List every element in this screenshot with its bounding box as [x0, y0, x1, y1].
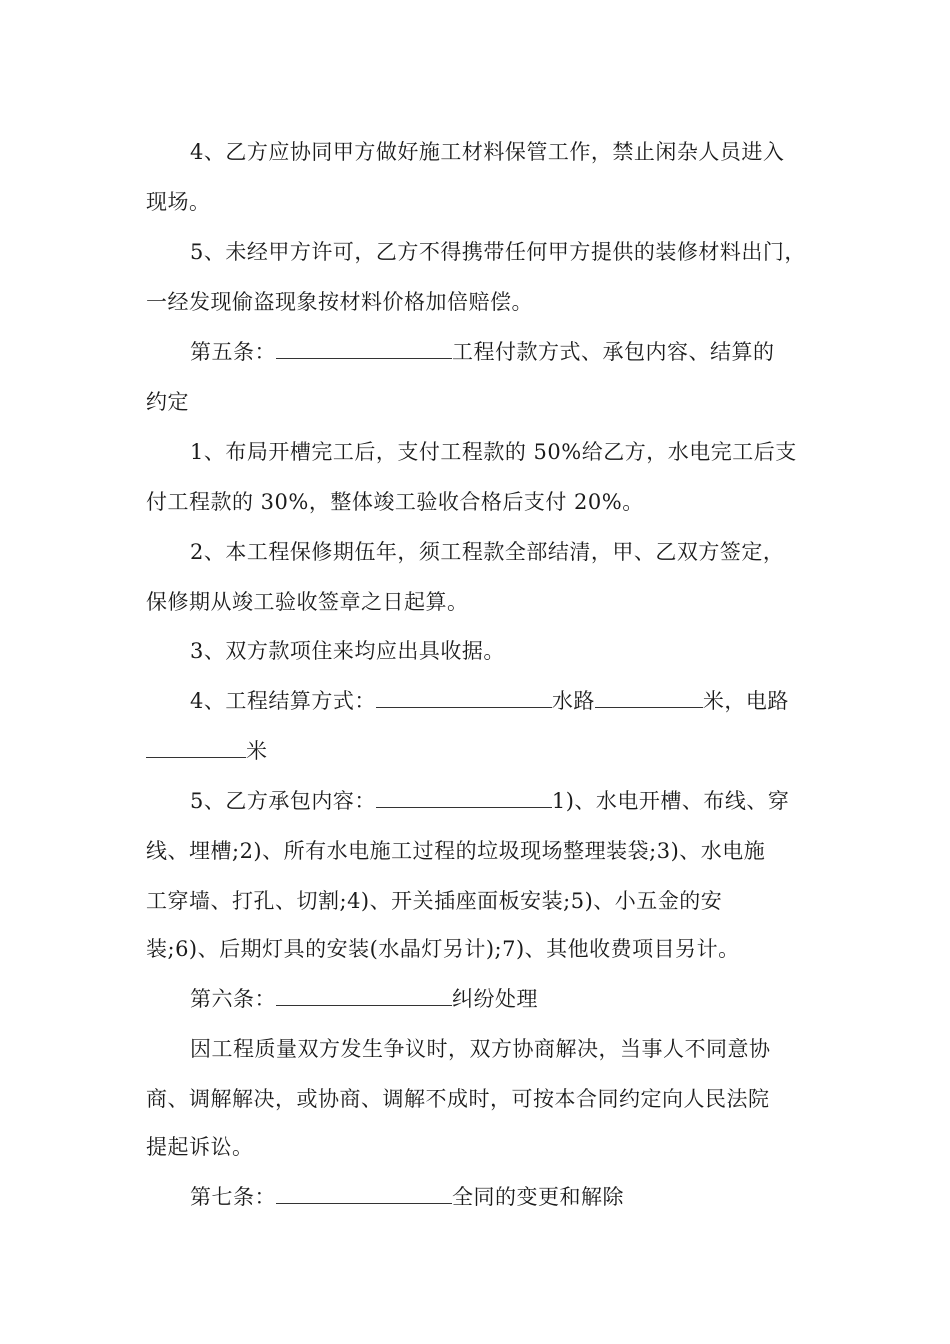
- article-label: 第五条：: [190, 340, 276, 364]
- text: 5、未经甲方许可，乙方不得携带任何甲方提供的装修材料出门，: [190, 240, 806, 264]
- paragraph-line: [146, 935, 816, 963]
- article-label: 第七条：: [190, 1185, 276, 1209]
- text: 5、乙方承包内容：: [190, 789, 376, 813]
- text: 3、双方款项住来均应出具收据。: [190, 639, 505, 663]
- paragraph-line: [146, 588, 816, 616]
- text: 保修期从竣工验收签章之日起算。: [146, 590, 469, 614]
- text: 商、调解解决，或协商、调解不成时，可按本合同约定向人民法院: [146, 1087, 770, 1111]
- text: 纠纷处理: [452, 987, 538, 1011]
- paragraph-line: [146, 288, 816, 316]
- text: 1)、水电开槽、布线、穿: [551, 789, 790, 813]
- text: 因工程质量双方发生争议时，双方协商解决，当事人不同意协: [190, 1037, 771, 1061]
- fill-blank: [376, 787, 552, 808]
- paragraph-line: [146, 1133, 816, 1161]
- paragraph-line: [190, 637, 816, 665]
- text: 2、本工程保修期伍年，须工程款全部结清，甲、乙双方签定，: [190, 540, 785, 564]
- text: 4、工程结算方式：: [190, 689, 376, 713]
- text: 1、布局开槽完工后，支付工程款的 50%给乙方，水电完工后支: [190, 440, 797, 464]
- text: 工穿墙、打孔、切割;4)、开关插座面板安装;5)、小五金的安: [146, 889, 723, 913]
- paragraph-line: [146, 837, 816, 865]
- text: 米，电路: [702, 689, 789, 713]
- article-heading: [190, 985, 816, 1013]
- paragraph-line: [146, 737, 816, 765]
- paragraph-line: [190, 138, 816, 166]
- text: 现场。: [146, 190, 211, 214]
- article-heading: [190, 1183, 816, 1211]
- text: 水路: [551, 689, 595, 713]
- text: 米: [246, 739, 268, 763]
- fill-blank: [276, 338, 452, 359]
- fill-blank: [595, 687, 703, 708]
- paragraph-line: [190, 538, 816, 566]
- text: 全同的变更和解除: [452, 1185, 624, 1209]
- text: 付工程款的 30%，整体竣工验收合格后支付 20%。: [146, 490, 644, 514]
- text: 工程付款方式、承包内容、结算的: [452, 340, 775, 364]
- article-heading: [190, 338, 816, 366]
- paragraph-line: [190, 238, 816, 266]
- paragraph-line: [146, 887, 816, 915]
- text: 一经发现偷盗现象按材料价格加倍赔偿。: [146, 290, 533, 314]
- fill-blank: [276, 1183, 452, 1204]
- text: 约定: [146, 390, 189, 414]
- paragraph-line: [190, 1035, 816, 1063]
- paragraph-line: [190, 687, 816, 715]
- paragraph-line: [146, 188, 816, 216]
- fill-blank: [146, 737, 246, 758]
- text: 提起诉讼。: [146, 1135, 254, 1159]
- paragraph-line: [190, 438, 816, 466]
- paragraph-line: [146, 388, 816, 416]
- text: 装;6)、后期灯具的安装(水晶灯另计);7)、其他收费项目另计。: [146, 937, 740, 961]
- paragraph-line: [146, 488, 816, 516]
- paragraph-line: [146, 1085, 816, 1113]
- text: 线、埋槽;2)、所有水电施工过程的垃圾现场整理装袋;3)、水电施: [146, 839, 766, 863]
- text: 4、乙方应协同甲方做好施工材料保管工作，禁止闲杂人员进入: [190, 140, 785, 164]
- fill-blank: [376, 687, 552, 708]
- article-label: 第六条：: [190, 987, 276, 1011]
- fill-blank: [276, 985, 452, 1006]
- paragraph-line: [190, 787, 816, 815]
